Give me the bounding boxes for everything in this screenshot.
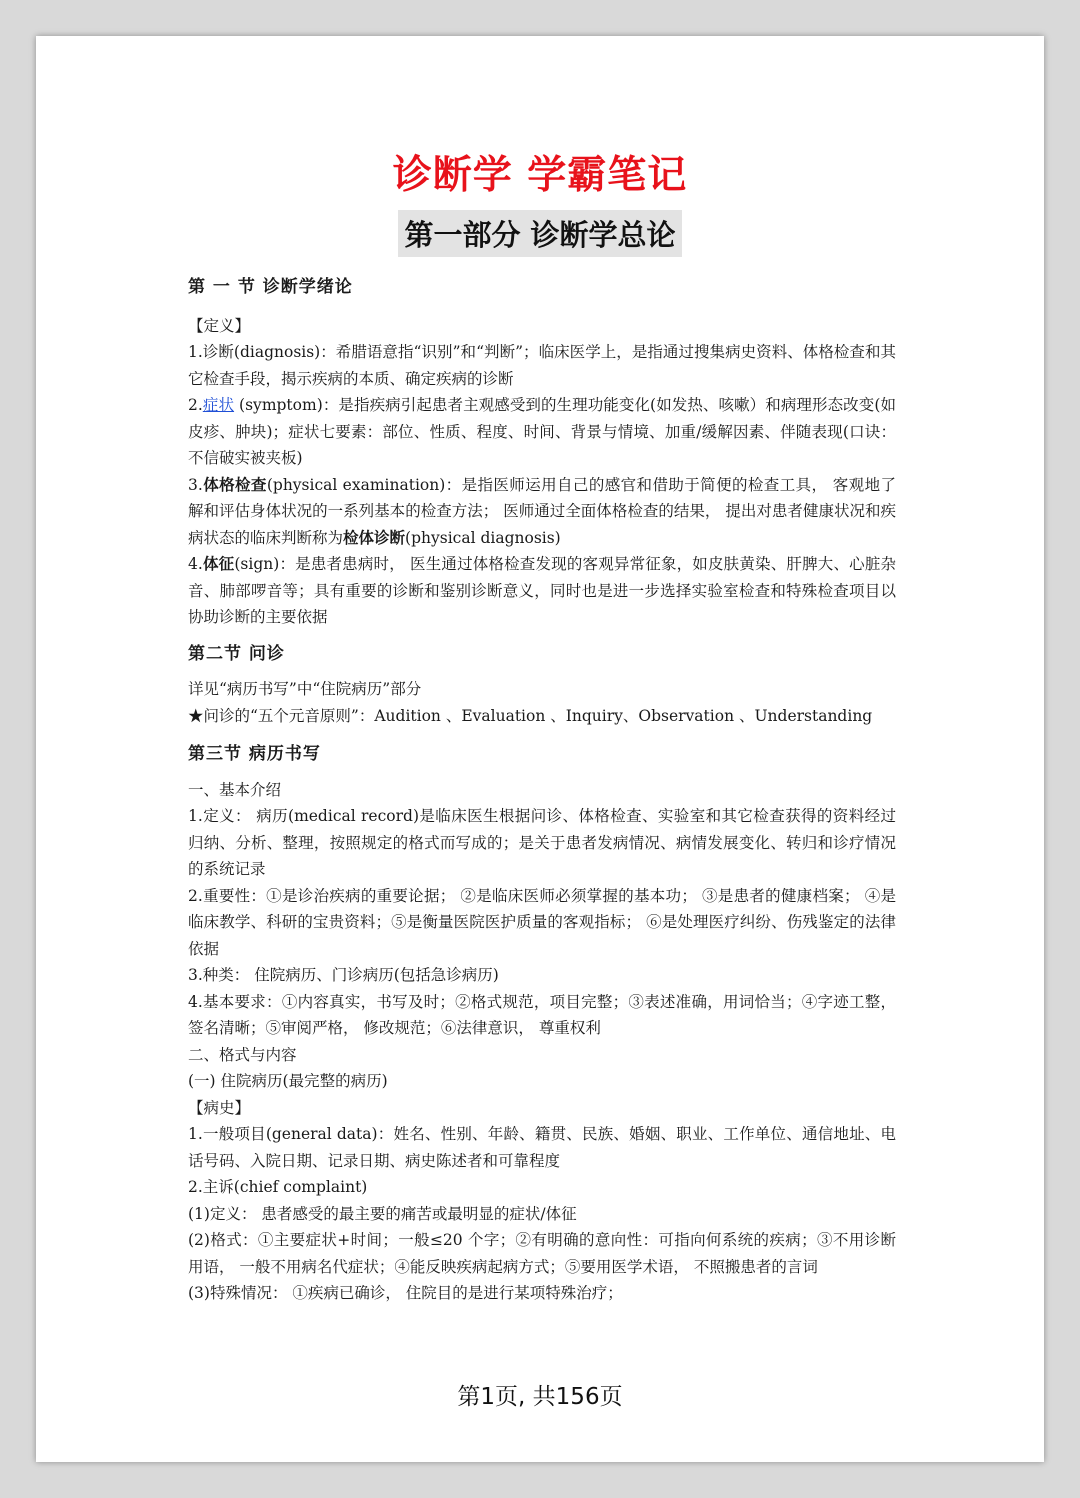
paragraph-physical-exam: 3.体格检查(physical examination)：是指医师运用自己的感官和借助于简便的检查工具， 客观地了解和评估身体状况的一系列基本的检查方法； 医师通过全面体格检查的结果， 提出对患者健康状况和疾病状态的临床判断称为检体诊断(physical diagnosis) xyxy=(188,474,896,547)
section-heading-1: 第 一 节 诊断学绪论 xyxy=(188,277,353,297)
document-title: 诊断学 学霸笔记 xyxy=(392,153,688,198)
text-line: 2.重要性：①是诊治疾病的重要论据； ②是临床医师必须掌握的基本功； ③是患者的健康档案； ④是临床教学、科研的宝贵资料；⑤是衡量医院医护质量的客观指标； ⑥是处理医疗纠纷、伤残鉴定的法律依据 xyxy=(188,886,896,958)
text-line: (1)定义： 患者感受的最主要的痛苦或最明显的症状/体征 xyxy=(188,1204,577,1223)
paragraph-diagnosis: 1.诊断(diagnosis)：希腊语意指“识别”和“判断”；临床医学上，是指通过搜集病史资料、体格检查和其它检查手段，揭示疾病的本质、确定疾病的诊断 xyxy=(188,343,896,388)
text-line: 【病史】 xyxy=(188,1098,251,1117)
document-body xyxy=(188,266,896,1307)
definition-tag: 【定义】 xyxy=(188,316,251,335)
text-line: 2.主诉(chief complaint) xyxy=(188,1178,368,1196)
text-line: (一) 住院病历(最完整的病历) xyxy=(188,1072,388,1090)
paragraph-symptom: 2.症状 (symptom)：是指疾病引起患者主观感受到的生理功能变化(如发热、咳嗽）和病理形态改变(如皮疹、肿块)；症状七要素：部位、性质、程度、时间、背景与情境、加重/缓解因素、伴随表现(口诀：不信破实被夹板) xyxy=(188,396,896,467)
paragraph-vowel-principle: ★问诊的“五个元音原则”：Audition 、Evaluation 、Inquiry、Observation 、Understanding xyxy=(188,706,873,725)
text-line: 1.一般项目(general data)：姓名、性别、年龄、籍贯、民族、婚姻、职业、工作单位、通信地址、电话号码、入院日期、记录日期、病史陈述者和可靠程度 xyxy=(188,1125,896,1170)
page-number: 第1页, 共156页 xyxy=(457,1384,623,1410)
text-line: (2)格式：①主要症状+时间；一般≤20 个字；②有明确的意向性：可指向何系统的疾病；③不用诊断用语， 一般不用病名代症状；④能反映疾病起病方式；⑤要用医学术语， 不照搬患者的言词 xyxy=(188,1231,896,1276)
section-heading-2: 第二节 问诊 xyxy=(188,643,285,664)
text-line: 一、基本介绍 xyxy=(188,780,282,799)
text-line: 3.种类： 住院病历、门诊病历(包括急诊病历) xyxy=(188,966,499,984)
paragraph-sign: 4.体征(sign)：是患者患病时， 医生通过体格检查发现的客观异常征象，如皮肤黄染、肝脾大、心脏杂音、肺部啰音等；具有重要的诊断和鉴别诊断意义，同时也是进一步选择实验室检查和特殊检查项目以协助诊断的主要依据 xyxy=(188,554,896,626)
symptom-link[interactable]: 症状 xyxy=(202,396,235,414)
text-line: 二、格式与内容 xyxy=(188,1045,297,1064)
text-line: 4.基本要求：①内容真实，书写及时；②格式规范，项目完整；③表述准确，用词恰当；④字迹工整， 签名清晰；⑤审阅严格， 修改规范；⑥法律意识， 尊重权利 xyxy=(188,992,896,1037)
part-heading: 第一部分 诊断学总论 xyxy=(398,210,681,257)
section-heading-3: 第三节 病历书写 xyxy=(188,744,321,764)
document-page xyxy=(36,36,1044,1462)
text-line: 1.定义： 病历(medical record)是临床医生根据问诊、体格检查、实验室和其它检查获得的资料经过归纳、分析、整理，按照规定的格式而写成的；是关于患者发病情况、病情发展变化、转归和诊疗情况的系统记录 xyxy=(188,807,896,878)
paragraph-inquiry-ref: 详见“病历书写”中“住院病历”部分 xyxy=(188,680,422,698)
text-line: (3)特殊情况： ①疾病已确诊， 住院目的是进行某项特殊治疗； xyxy=(188,1284,623,1302)
